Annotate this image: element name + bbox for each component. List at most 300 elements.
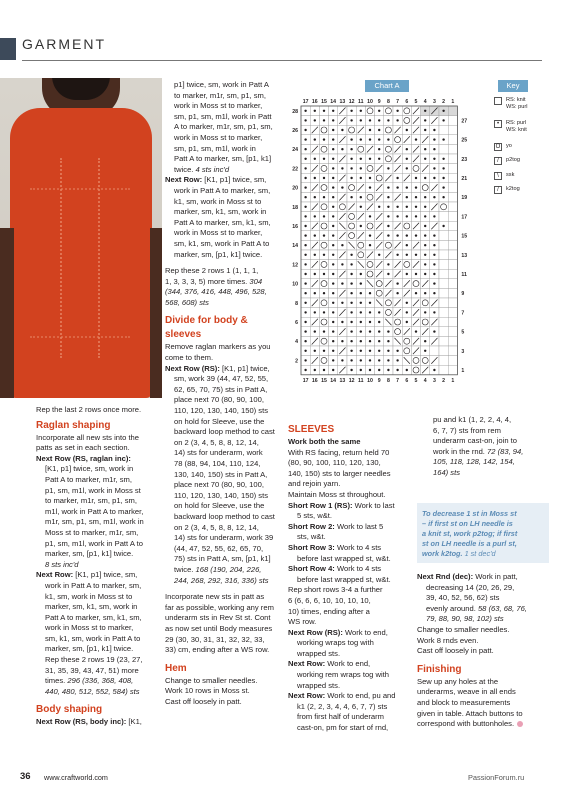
purl-dot	[360, 110, 362, 112]
purl-dot	[396, 282, 398, 284]
body-text	[417, 625, 557, 636]
text-run: Maintain Moss st throughout.	[288, 489, 386, 499]
purl-dot	[415, 273, 417, 275]
purl-dot	[424, 225, 426, 227]
text-run: times.	[45, 676, 68, 686]
tip-box	[417, 503, 549, 563]
purl-dot	[387, 206, 389, 208]
purl-dot	[332, 177, 334, 179]
body-text	[288, 607, 412, 618]
chart-row-number-even: 10	[292, 281, 298, 288]
instruction-text	[288, 575, 412, 586]
instruction-text	[165, 470, 285, 481]
chart-cell	[439, 212, 448, 222]
text-run: decreasing 14 (20, 26, 29,	[426, 582, 515, 592]
site-url: www.craftworld.com	[44, 773, 108, 782]
purl-dot	[396, 369, 398, 371]
chart-cell	[439, 279, 448, 289]
instruction-text	[424, 426, 554, 437]
purl-dot	[314, 369, 316, 371]
chart-col-number-top: 1	[451, 99, 455, 105]
purl-dot	[406, 369, 408, 371]
instruction-text	[36, 634, 160, 645]
text-run: Work 10 rows in Moss st.	[165, 686, 250, 696]
purl-dot	[341, 282, 343, 284]
chart-cell	[448, 116, 457, 126]
chart-cell	[448, 298, 457, 308]
chart-cell	[439, 144, 448, 154]
instruction-text	[36, 517, 160, 528]
text-run: Cast off loosely in patt.	[417, 646, 494, 656]
raglan-heading: Raglan shaping	[36, 419, 111, 431]
text-run: Patt A to marker, m1r, sm,	[45, 474, 132, 484]
instruction-text	[165, 480, 285, 491]
instruction-text	[165, 565, 285, 576]
purl-dot	[360, 302, 362, 304]
purl-dot	[332, 110, 334, 112]
instruction-text	[36, 623, 160, 634]
key-swatch-icon: O	[495, 144, 501, 150]
purl-dot	[369, 330, 371, 332]
text-run: on hold for Sleeve, use the	[174, 416, 265, 426]
chart-cell	[439, 317, 448, 327]
instruction-text	[165, 533, 285, 544]
purl-dot	[442, 110, 444, 112]
chart-title: Chart A	[365, 80, 409, 92]
instruction-text	[165, 448, 285, 459]
purl-dot	[304, 148, 306, 150]
chart-row-number-odd: 25	[461, 137, 468, 144]
purl-dot	[360, 273, 362, 275]
purl-dot	[369, 359, 371, 361]
text-run: work in the rnd.	[433, 446, 488, 456]
purl-dot	[396, 110, 398, 112]
chart-row-number-even: 2	[295, 358, 298, 365]
instruction-text	[36, 528, 160, 539]
chart-col-number-top: 4	[423, 99, 427, 105]
purl-dot	[415, 206, 417, 208]
instruction-label: Next Row (RS):	[165, 363, 220, 373]
chart-row-number-odd: 1	[461, 368, 465, 374]
chart-cell	[448, 346, 457, 356]
purl-dot	[424, 263, 426, 265]
purl-dot	[350, 282, 352, 284]
purl-dot	[360, 177, 362, 179]
chart-cell	[448, 240, 457, 250]
purl-dot	[378, 206, 380, 208]
instruction-label: Next Rnd (dec):	[417, 572, 474, 581]
chart-cell	[448, 212, 457, 222]
text-run: Incorporate new sts in patt as	[165, 592, 265, 602]
instruction-text	[36, 581, 160, 592]
instruction-text	[165, 133, 285, 144]
purl-dot	[378, 138, 380, 140]
instruction-text	[36, 486, 160, 497]
watermark: PassionForum.ru	[468, 773, 525, 782]
chart-cell	[448, 288, 457, 298]
purl-dot	[433, 273, 435, 275]
purl-dot	[442, 158, 444, 160]
left-column	[36, 405, 160, 728]
chart-cell	[448, 260, 457, 270]
instruction-text	[424, 457, 554, 468]
purl-dot	[433, 330, 435, 332]
instruction-text	[165, 427, 285, 438]
purl-dot	[332, 196, 334, 198]
finishing-heading: Finishing	[417, 663, 462, 675]
purl-dot	[341, 359, 343, 361]
purl-dot	[332, 273, 334, 275]
instruction-line	[288, 659, 412, 670]
chart-col-number-bottom: 16	[311, 377, 318, 384]
purl-dot	[323, 138, 325, 140]
purl-dot	[304, 263, 306, 265]
purl-dot	[387, 234, 389, 236]
purl-dot	[433, 292, 435, 294]
body-text	[288, 448, 412, 459]
chart-col-number-bottom: 13	[339, 377, 346, 384]
text-run: work in Moss st to marker,	[174, 228, 263, 238]
purl-dot	[378, 254, 380, 256]
chart-row-number-even: 24	[292, 147, 298, 154]
instruction-text	[36, 644, 160, 655]
chart-col-number-top: 10	[367, 99, 373, 105]
middle-column	[165, 80, 285, 707]
text-run: p1] twice, sm, work in Patt A	[174, 80, 269, 89]
purl-dot	[387, 359, 389, 361]
instruction-text	[165, 417, 285, 428]
body-text	[165, 592, 285, 603]
chart-col-number-bottom: 2	[442, 377, 446, 384]
text-run: Work to last 5	[334, 521, 384, 531]
body-text	[165, 635, 285, 646]
purl-dot	[350, 311, 352, 313]
end-mark-icon	[517, 721, 523, 727]
instruction-text	[288, 702, 412, 713]
chart-cell	[448, 356, 457, 366]
purl-dot	[433, 234, 435, 236]
instruction-line	[417, 572, 557, 583]
chart-row-number-even: 26	[292, 128, 298, 134]
instruction-text	[36, 464, 160, 475]
text-run: 62, 65, 70, 75) sts in Patt A,	[174, 384, 268, 394]
purl-dot	[406, 273, 408, 275]
instruction-text	[288, 511, 412, 522]
purl-dot	[323, 119, 325, 121]
text-run: marker, sm, [p1, k1] twice.	[174, 249, 263, 259]
instruction-text	[165, 395, 285, 406]
text-run: backward loop method to cast	[174, 427, 275, 437]
purl-dot	[350, 110, 352, 112]
purl-dot	[332, 234, 334, 236]
text-run: Incorporate all new sts into the	[36, 432, 139, 442]
body-text	[417, 719, 557, 730]
purl-dot	[360, 292, 362, 294]
purl-dot	[341, 244, 343, 246]
purl-dot	[387, 330, 389, 332]
purl-dot	[332, 206, 334, 208]
note-line	[36, 560, 160, 571]
text-run: correspond with buttonholes.	[417, 719, 515, 729]
purl-dot	[314, 138, 316, 140]
purl-dot	[360, 350, 362, 352]
text-run: Rep these 2 rows 19 (23, 27,	[45, 655, 143, 665]
body-text	[417, 677, 557, 688]
text-run: Cast off loosely in patt.	[165, 696, 242, 706]
purl-dot	[396, 119, 398, 121]
stitch-count: 304	[249, 276, 263, 286]
text-run: 14) sts for underarm, work 39	[174, 533, 274, 543]
chart-col-number-bottom: 12	[348, 377, 355, 384]
purl-dot	[378, 359, 380, 361]
body-text	[417, 646, 557, 657]
instruction-line	[288, 691, 412, 702]
purl-dot	[323, 110, 325, 112]
text-run: patts as set in each section.	[36, 443, 130, 453]
text-run: underarm cast-on, join to	[433, 436, 517, 446]
purl-dot	[406, 129, 408, 131]
text-run: before last wrapped st, w&t.	[297, 553, 391, 563]
purl-dot	[304, 196, 306, 198]
chart-cell	[439, 356, 448, 366]
instruction-text	[165, 144, 285, 155]
purl-dot	[369, 340, 371, 342]
instruction-label: Short Row 1 (RS):	[288, 500, 353, 510]
instruction-line	[36, 717, 160, 728]
purl-dot	[304, 119, 306, 121]
instruction-text	[165, 374, 285, 385]
purl-dot	[323, 273, 325, 275]
chart-row-number-odd: 23	[461, 156, 468, 163]
text-run: on hold for Sleeve, use the	[174, 501, 265, 511]
body-text	[165, 613, 285, 624]
key-title: Key	[498, 80, 528, 92]
purl-dot	[406, 321, 408, 323]
purl-dot	[424, 234, 426, 236]
purl-dot	[369, 292, 371, 294]
purl-dot	[442, 186, 444, 188]
purl-dot	[304, 215, 306, 217]
purl-dot	[350, 350, 352, 352]
body-text	[417, 636, 557, 647]
text-run: working wraps tog with	[297, 638, 374, 648]
purl-dot	[314, 196, 316, 198]
chart-cell	[448, 164, 457, 174]
chart-cell	[448, 183, 457, 193]
divide-heading: Divide for body & sleeves	[165, 315, 248, 341]
stitch-count: 72 (83, 94,	[487, 446, 524, 456]
text-run: sm, work 39 (44, 47, 52, 55,	[174, 374, 269, 384]
text-run: far as possible, working any rem	[165, 602, 274, 612]
instruction-text	[36, 507, 160, 518]
body-text	[288, 479, 412, 490]
purl-dot	[304, 129, 306, 131]
section-title: GARMENT	[22, 36, 106, 52]
text-run: Work to end,	[342, 627, 388, 637]
purl-dot	[415, 215, 417, 217]
purl-dot	[360, 311, 362, 313]
instruction-text	[36, 666, 160, 677]
chart-col-number-bottom: 11	[358, 377, 364, 384]
purl-dot	[304, 234, 306, 236]
tip-line: st on LH needle is a purl st,	[422, 539, 517, 548]
instruction-text	[165, 438, 285, 449]
instruction-text	[288, 554, 412, 565]
body-text	[417, 709, 557, 720]
text-run: 6, 7, 7) sts from rem	[433, 425, 501, 435]
purl-dot	[424, 206, 426, 208]
purl-dot	[369, 215, 371, 217]
purl-dot	[369, 129, 371, 131]
purl-dot	[314, 110, 316, 112]
text-run: and rejoin yarn.	[288, 479, 341, 489]
chart-cell	[439, 365, 448, 375]
purl-dot	[304, 350, 306, 352]
body-text	[165, 603, 285, 614]
key-label	[506, 172, 514, 179]
purl-dot	[304, 186, 306, 188]
purl-dot	[341, 340, 343, 342]
instruction-text	[288, 532, 412, 543]
hem-heading: Hem	[165, 662, 187, 674]
purl-dot	[433, 215, 435, 217]
text-run: 130, 140, 150) sts in Patt A,	[174, 469, 268, 479]
key-swatch-icon	[494, 97, 502, 105]
chart-cell	[448, 221, 457, 231]
text-run: k1 (2, 2, 3, 4, 4, 6, 7, 7) sts	[297, 701, 388, 711]
text-run: Rep short rows 3-4 a further	[288, 585, 383, 595]
chart-cell	[439, 288, 448, 298]
instruction-text	[417, 614, 557, 625]
body-text	[165, 624, 285, 635]
stitch-note: 8 sts inc'd	[45, 559, 79, 569]
text-run: pu and k1 (1, 2, 2, 4, 4,	[433, 415, 512, 424]
instruction-text	[165, 406, 285, 417]
instruction-text	[424, 415, 554, 426]
chart-cell	[448, 106, 457, 116]
purl-dot	[350, 167, 352, 169]
purl-dot	[350, 292, 352, 294]
text-run: 39, 40, 52, 56, 62) sts	[426, 593, 500, 603]
purl-dot	[442, 177, 444, 179]
purl-dot	[424, 119, 426, 121]
purl-dot	[415, 330, 417, 332]
instruction-text	[288, 670, 412, 681]
purl-dot	[415, 138, 417, 140]
chart-row-number-odd: 21	[461, 176, 468, 182]
purl-dot	[442, 138, 444, 140]
text-run: Change to smaller needles.	[165, 675, 258, 685]
purl-dot	[433, 282, 435, 284]
text-run: to marker, m1r, sm, p1, sm,	[45, 496, 137, 506]
body-text	[288, 585, 412, 596]
key-label-line: k2tog	[506, 186, 520, 192]
instruction-label: Next Row (RS, raglan inc):	[36, 453, 131, 463]
purl-dot	[323, 350, 325, 352]
chart-row-number-odd: 19	[461, 195, 468, 202]
purl-dot	[332, 225, 334, 227]
purl-dot	[378, 321, 380, 323]
purl-dot	[332, 359, 334, 361]
purl-dot	[360, 340, 362, 342]
text-run: Patt A to marker, sm, k1, sm,	[174, 217, 271, 227]
purl-dot	[360, 158, 362, 160]
purl-dot	[332, 148, 334, 150]
purl-dot	[304, 254, 306, 256]
purl-dot	[350, 321, 352, 323]
body-text	[288, 469, 412, 480]
instruction-text	[165, 218, 285, 229]
purl-dot	[396, 350, 398, 352]
instruction-text	[165, 207, 285, 218]
purl-dot	[360, 282, 362, 284]
purl-dot	[433, 138, 435, 140]
text-run: Work 8 rnds even.	[417, 635, 479, 645]
purl-dot	[369, 234, 371, 236]
text-run: 1, 3, 3, 3, 5) more times.	[165, 276, 250, 286]
text-run: from first half of underarm	[297, 712, 384, 722]
purl-dot	[387, 215, 389, 217]
purl-dot	[350, 148, 352, 150]
purl-dot	[314, 350, 316, 352]
chart-cell	[448, 231, 457, 241]
purl-dot	[369, 311, 371, 313]
chart-row-number-odd: 9	[461, 291, 465, 298]
text-run: Moss st to marker, m1r, sm,	[45, 527, 139, 537]
purl-dot	[360, 138, 362, 140]
instruction-text	[165, 186, 285, 197]
instruction-text	[165, 554, 285, 565]
text-run: 110, 120, 130, 140, 150) sts	[174, 490, 269, 500]
text-run: Patt A to marker, sm, [p1, k1]	[174, 154, 272, 164]
purl-dot	[433, 254, 435, 256]
text-run: wrapped sts.	[297, 648, 341, 658]
text-run: and block to measurements	[417, 697, 511, 707]
purl-dot	[332, 369, 334, 371]
text-run: work in Moss st to marker,	[174, 132, 263, 142]
chart-row-number-odd: 15	[461, 233, 468, 240]
purl-dot	[369, 302, 371, 304]
key-swatch-icon: /	[494, 186, 502, 194]
purl-dot	[304, 225, 306, 227]
purl-dot	[442, 225, 444, 227]
purl-dot	[369, 321, 371, 323]
purl-dot	[341, 263, 343, 265]
body-shaping-heading: Body shaping	[36, 704, 103, 716]
purl-dot	[406, 148, 408, 150]
purl-dot	[332, 282, 334, 284]
chart-row-number-even: 22	[292, 166, 298, 173]
body-text	[288, 596, 412, 607]
instruction-text	[165, 501, 285, 512]
purl-dot	[350, 196, 352, 198]
right-column-top	[424, 415, 554, 479]
purl-dot	[332, 321, 334, 323]
purl-dot	[406, 215, 408, 217]
chart-col-number-top: 11	[358, 99, 364, 105]
text-run: marker, sm, k1, sm, work in	[45, 602, 138, 612]
chart-row-number-even: 4	[295, 339, 298, 346]
chart-row-number-even: 14	[292, 243, 298, 250]
purl-dot	[415, 186, 417, 188]
text-run: (44, 47, 52, 55, 62, 65, 70,	[174, 543, 264, 553]
tip-text: work k2tog.	[422, 549, 465, 558]
purl-dot	[350, 119, 352, 121]
text-run: A to marker, m1r, sm, p1, sm,	[174, 122, 273, 132]
purl-dot	[341, 302, 343, 304]
page-number: 36	[20, 771, 31, 782]
purl-dot	[314, 273, 316, 275]
